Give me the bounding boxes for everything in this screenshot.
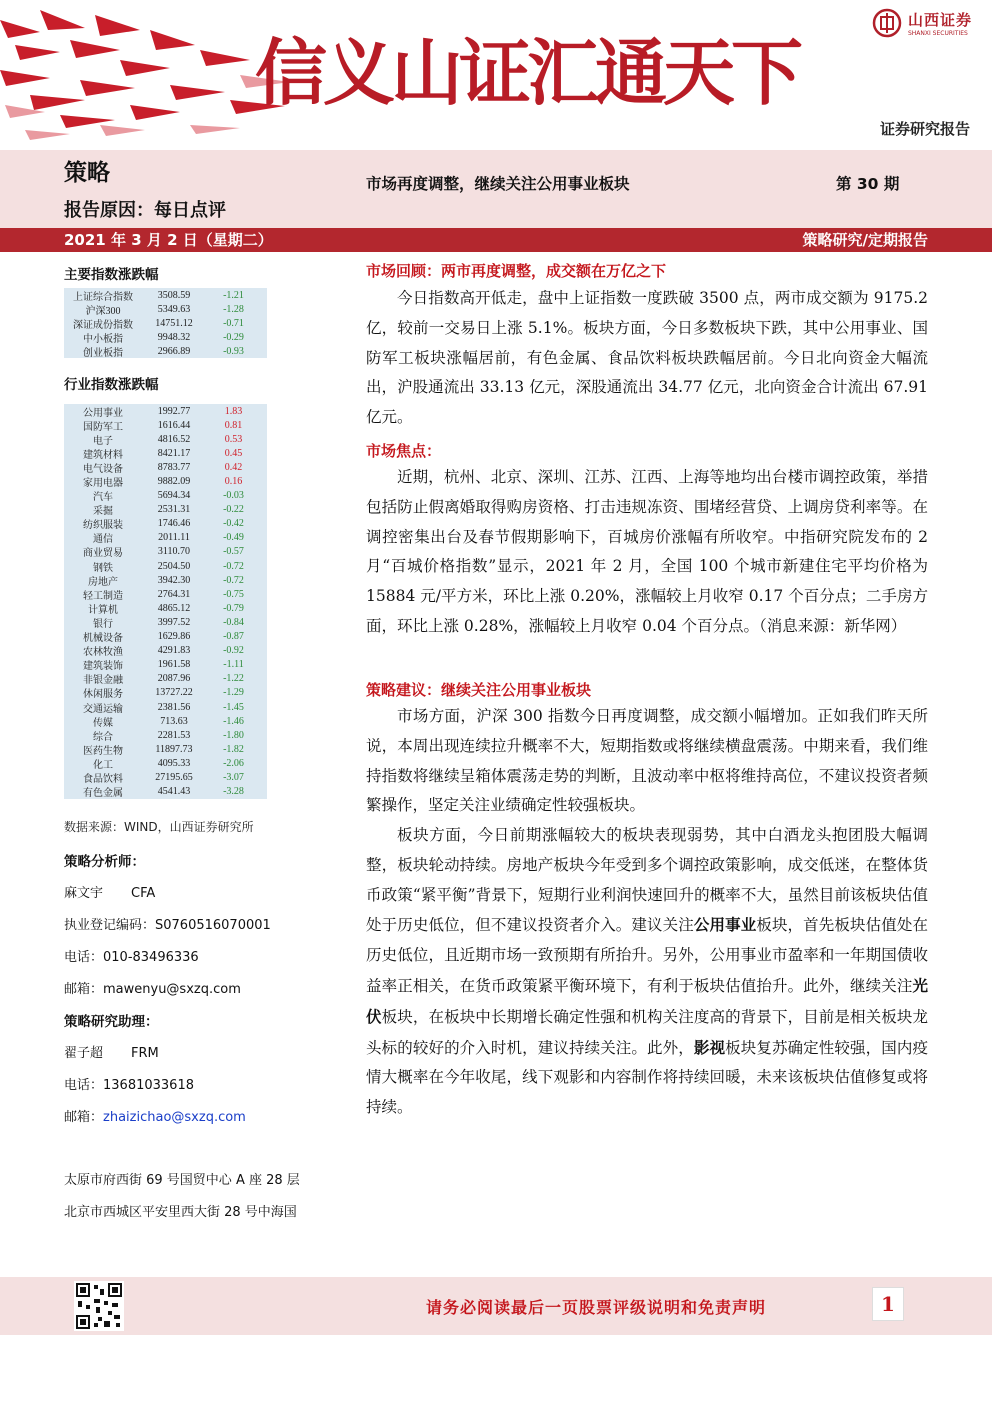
analyst-email: 邮箱：mawenyu@sxzq.com [64,982,241,997]
assistant-name-line [64,1042,159,1061]
analyst-title: 策略分析师： [64,854,145,870]
report-date: 2021 年 3 月 2 日（星期二） [64,231,273,249]
index-change: 1.83 [224,405,243,417]
index-name: 医药生物 [83,745,123,757]
index-change: -1.29 [223,687,244,699]
assistant-title: 策略研究助理： [64,1014,159,1030]
banner [0,0,992,150]
strategy-text-d: 板块，在板块中长期增长确定性强和机构关注度高的背景下，目前是相关板块龙头标的较好的介入时机，建议持续关注。此外， [366,1007,928,1057]
index-change: -0.71 [223,317,244,329]
main-index-row [64,302,267,316]
index-change: -1.46 [223,715,244,727]
industry-index-row [64,531,267,545]
strategy-text-a: 板块方面，今日前期涨幅较大的板块表现弱势，其中白酒龙头抱团股大幅调整，板块轮动持续。房地产板块今年受到多个调控政策影响，成交低迷，在整体货币政策“紧平衡”背景下，短期行业利润快速回升的概率不大，虽然目前该板块估值处于历史低位，但不建议投资者介入。建议关注 [366,826,928,935]
index-value: 3110.70 [157,546,191,558]
index-change: 0.42 [224,461,243,473]
industry-index-row [64,686,267,700]
index-value: 1961.58 [157,659,191,671]
assistant-phone: 电话：13681033618 [64,1078,194,1093]
industry-index-row [64,474,267,488]
strategy-text-e: 板块复苏确定性较强，国内疫情大概率在今年收尾，线下观影和内容制作将持续回暖，未来该板块估值修复或将持续。 [366,1038,928,1117]
index-name: 电气设备 [83,463,123,475]
industry-index-row [64,658,267,672]
report-reason: 报告原因：每日点评 [64,200,226,221]
index-name: 化工 [93,759,113,771]
index-value: 2381.56 [157,701,191,713]
index-change: -1.80 [223,729,244,741]
index-change: -1.11 [223,659,244,671]
report-series: 策略研究/定期报告 [802,231,928,249]
index-name: 轻工制造 [83,590,123,602]
index-name: 交通运输 [83,703,123,715]
industry-index-row [64,756,267,770]
index-name: 非银金融 [83,675,123,687]
industry-index-row [64,672,267,686]
index-name: 房地产 [88,576,118,588]
index-value: 2504.50 [157,560,191,572]
issue-number: 第 30 期 [836,175,900,193]
index-name: 通信 [93,534,113,546]
index-value: 4541.43 [157,786,191,798]
index-change: -3.28 [223,786,244,798]
index-change: -0.42 [223,518,244,530]
industry-index-row [64,785,267,799]
index-name: 休闲服务 [83,689,123,701]
index-name: 汽车 [93,492,113,504]
index-name: 食品饮料 [83,773,123,785]
index-name: 公用事业 [83,407,123,419]
industry-index-row [64,559,267,573]
assistant-email-link[interactable]: zhaizichao@sxzq.com [103,1110,246,1125]
index-name: 建筑装饰 [83,661,123,673]
index-name: 农林牧渔 [83,647,123,659]
industry-index-row [64,630,267,644]
index-change: -0.84 [223,616,244,628]
industry-index-row [64,728,267,742]
data-source-note: 数据来源：WIND，山西证券研究所 [64,820,254,834]
industry-index-row [64,714,267,728]
index-name: 建筑材料 [83,449,123,461]
brand-name: 山西证券 [907,11,972,29]
industry-index-title: 行业指数涨跌幅 [64,377,159,393]
index-value: 2764.31 [157,588,191,600]
index-name: 机械设备 [83,633,123,645]
index-value: 3508.59 [157,289,191,301]
index-change: -0.72 [223,560,244,572]
index-value: 3997.52 [157,616,191,628]
index-name: 家用电器 [83,478,123,490]
index-change: 0.81 [224,419,243,431]
industry-index-row [64,404,267,418]
highlight-utilities: 公用事业 [693,915,757,935]
index-name: 综合 [93,731,113,743]
industry-index-row [64,587,267,601]
assistant-cert: FRM [131,1046,159,1061]
index-change: -0.92 [223,645,244,657]
brand-logo [872,8,972,38]
industry-index-row [64,615,267,629]
industry-index-row [64,545,267,559]
highlight-film: 影视 [693,1037,726,1057]
industry-index-row [64,644,267,658]
slogan-part1: 信义山证汇通天下 [255,30,800,115]
index-name: 电子 [93,435,113,447]
index-name: 商业贸易 [83,548,123,560]
address-beijing: 北京市西城区平安里西大街 28 号中海国 [64,1205,297,1220]
assistant-name: 翟子超 [64,1046,104,1061]
highlight-photovoltaic: 光伏 [366,975,928,1026]
index-change: -3.07 [223,771,244,783]
strategy-text-c: 板块，首先板块估值处在历史低位，且近期市场一致预期有所抬升。另外，公用事业市盈率和一年期国债收益率正相关，在货币政策紧平衡环境下，有利于板块估值抬升。此外，继续关注 [366,916,928,995]
index-value: 5694.34 [157,490,191,502]
market-focus-text: 近期，杭州、北京、深圳、江苏、江西、上海等地均出台楼市调控政策，举措包括防止假离婚取得购房资格、打击违规冻资、围堵经营贷、上调房贷利率等。在调控密集出台及春节假期影响下，百城房价涨幅有所收窄。中指研究院发布的 2 月“百城价格指数”显示，2021 年 2 月，全国 100 个城市新建住宅平均价格为 15884 元/平方米，环比上涨 0.20%，涨幅较上月收窄 0.17 个百分点；二手房方面，环比上涨 0.28%，涨幅较上月收窄 0.04 个百分点。（消息来源：新华网） [366,468,928,635]
main-index-table [64,288,267,358]
industry-index-row [64,446,267,460]
report-category: 策略 [64,160,110,186]
index-change: -0.49 [223,532,244,544]
index-value: 14751.12 [155,317,193,329]
index-value: 8783.77 [157,461,191,473]
index-value: 2531.31 [157,504,191,516]
strategy-paragraph-2 [366,821,928,1123]
index-change: -0.75 [223,588,244,600]
index-name: 创业板指 [83,347,123,359]
main-index-row [64,330,267,344]
industry-index-row [64,742,267,756]
index-change: -0.29 [223,331,244,343]
assistant-email-line [64,1106,246,1125]
index-change: 0.53 [224,433,243,445]
index-value: 11897.73 [155,743,193,755]
index-value: 4291.83 [157,645,191,657]
analyst-name: 麻文宇 [64,886,104,901]
index-value: 1746.46 [157,518,191,530]
industry-index-row [64,601,267,615]
index-value: 2087.96 [157,673,191,685]
analyst-phone: 电话：010-83496336 [64,950,199,965]
index-name: 深证成份指数 [73,319,133,331]
strategy-paragraph-1: 市场方面，沪深 300 指数今日再度调整，成交额小幅增加。正如我们昨天所说，本周出现连续拉升概率不大，短期指数或将继续横盘震荡。中期来看，我们维持指数将继续呈箱体震荡走势的判断，且波动率中枢将维持高位，不建议投资者频繁操作，坚定关注业绩确定性较强板块。 [366,707,928,815]
index-change: -1.21 [223,289,244,301]
index-name: 传媒 [93,717,113,729]
index-change: -0.87 [223,631,244,643]
index-value: 13727.22 [155,687,193,699]
industry-index-row [64,432,267,446]
index-value: 4095.33 [157,757,191,769]
main-index-row [64,288,267,302]
index-change: -1.45 [223,701,244,713]
index-name: 中小板指 [83,333,123,345]
index-value: 1629.86 [157,631,191,643]
analyst-registration: 执业登记编码：S0760516070001 [64,918,271,933]
industry-index-row [64,517,267,531]
index-name: 有色金属 [83,788,123,800]
index-name: 国防军工 [83,421,123,433]
qr-code-icon [74,1281,124,1331]
index-change: -0.03 [223,490,244,502]
index-name: 采掘 [93,506,113,518]
industry-index-row [64,573,267,587]
main-index-title: 主要指数涨跌幅 [64,267,159,283]
index-value: 1992.77 [157,405,191,417]
index-change: -1.28 [223,303,244,315]
industry-index-row [64,770,267,784]
index-value: 2011.11 [158,532,190,544]
industry-index-row [64,503,267,517]
main-index-row [64,344,267,358]
index-name: 沪深300 [85,305,121,317]
index-change: 0.45 [224,447,243,459]
index-change: -0.93 [223,345,244,357]
market-review-text: 今日指数高开低走，盘中上证指数一度跌破 3500 点，两市成交额为 9175.2 亿，较前一交易日上涨 5.1%。板块方面，今日多数板块下跌，其中公用事业、国防军工板块涨幅居前，有色金属、食品饮料板块跌幅居前。今日北向资金大幅流出，沪股通流出 33.13 亿元，深股通流出 34.77 亿元，北向资金合计流出 67.91 亿元。 [366,289,928,427]
logo-icon [872,8,902,38]
index-value: 9882.09 [157,476,191,488]
report-type: 证券研究报告 [879,120,970,138]
industry-index-row [64,418,267,432]
index-change: -2.06 [223,757,244,769]
index-value: 3942.30 [157,574,191,586]
index-value: 27195.65 [155,771,193,783]
index-value: 1616.44 [157,419,191,431]
section-market-review-title: 市场回顾：两市再度调整，成交额在万亿之下 [366,262,667,280]
index-name: 纺织服装 [83,520,123,532]
page-number: 1 [872,1287,904,1321]
index-value: 8421.17 [157,447,191,459]
index-value: 713.63 [160,715,188,727]
index-name: 上证综合指数 [73,291,133,303]
index-change: -1.82 [223,743,244,755]
index-value: 9948.32 [157,331,191,343]
address-taiyuan: 太原市府西街 69 号国贸中心 A 座 28 层 [64,1173,300,1188]
analyst-cert: CFA [131,886,156,901]
index-change: -0.57 [223,546,244,558]
industry-index-row [64,489,267,503]
index-value: 4865.12 [157,602,191,614]
assistant-email-label: 邮箱： [64,1110,104,1125]
index-name: 银行 [93,618,113,630]
industry-index-row [64,700,267,714]
index-value: 5349.63 [157,303,191,315]
index-change: 0.16 [224,476,243,488]
index-value: 2966.89 [157,345,191,357]
section-market-focus-title: 市场焦点： [366,442,442,460]
index-change: -0.72 [223,574,244,586]
report-headline: 市场再度调整，继续关注公用事业板块 [366,175,630,193]
industry-index-table [64,404,267,799]
brand-name-en: SHANXI SECURITIES [907,30,968,37]
index-change: -1.22 [223,673,244,685]
main-index-row [64,316,267,330]
slogan-calligraphy [255,28,815,138]
index-change: -0.79 [223,602,244,614]
analyst-name-line [64,882,155,901]
index-name: 计算机 [88,604,118,616]
index-value: 4816.52 [157,433,191,445]
section-strategy-title: 策略建议：继续关注公用事业板块 [366,681,592,699]
index-change: -0.22 [223,504,244,516]
disclaimer-text: 请务必阅读最后一页股票评级说明和免责声明 [426,1298,767,1317]
industry-index-row [64,460,267,474]
index-name: 钢铁 [93,562,113,574]
index-value: 2281.53 [157,729,191,741]
